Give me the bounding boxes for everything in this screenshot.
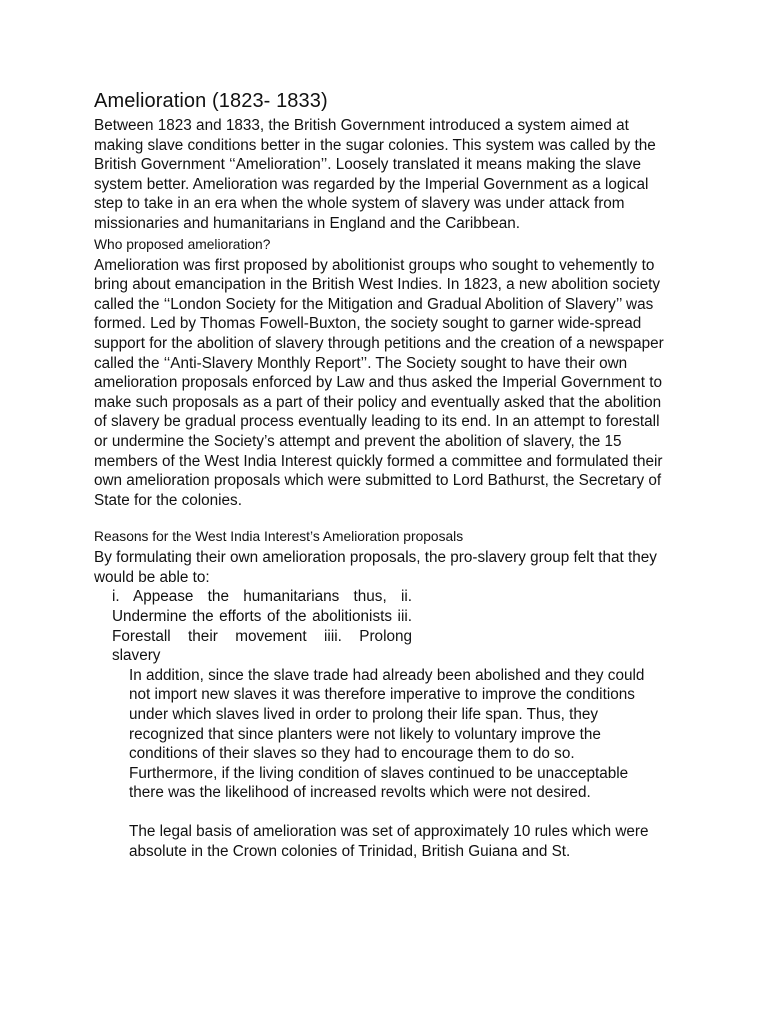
paragraph-who-proposed: Amelioration was first proposed by abolitionist groups who sought to vehemently to bring about emancipation in the British West Indies. In 1823, a new abolition society called the ‘‘London Society for the Mitigation and Gradual Abolition of Slavery’’ was formed. Led by Thomas Fowell-Buxton, the society sought to garner wide-spread support for the abolition of slavery through petitions and the creation of a newspaper called the ‘‘Anti-Slavery Monthly Report’’. The Society sought to have their own amelioration proposals enforced by Law and thus asked the Imperial Government to make such proposals as a part of their policy and eventually asked that the abolition of slavery be gradual process eventually leading to its end. In an attempt to forestall or undermine the Society’s attempt and prevent the abolition of slavery, the 15 members of the West India Interest quickly formed a committee and formulated their own amelioration proposals which were submitted to Lord Bathurst, the Secretary of State for the colonies. bbox=[94, 256, 664, 509]
heading-who-proposed: Who proposed amelioration? bbox=[94, 236, 271, 252]
paragraph-addition: In addition, since the slave trade had already been abolished and they could not import new slaves it was therefore imperative to improve the conditions under which slaves lived in order to prolong their life span. Thus, they recognized that since planters were not likely to voluntary improve the conditions of their slaves so they had to encourage them to do so. Furthermore, if the living condition of slaves continued to be unacceptable there was the likelihood of increased revolts which were not desired. bbox=[129, 666, 645, 802]
paragraph-gap bbox=[94, 803, 668, 822]
reasons-list: i. Appease the humanitarians thus, ii. Undermine the efforts of the abolitionists iii. Forestall their movement iiii. Prolong slavery bbox=[112, 588, 412, 665]
document-title: Amelioration (1823- 1833) bbox=[94, 90, 328, 112]
document-body bbox=[94, 88, 668, 861]
paragraph-intro: Between 1823 and 1833, the British Government introduced a system aimed at making slave conditions better in the sugar colonies. This system was called by the British Government ‘‘Amelioration’’. Loosely translated it means making the slave system better. Amelioration was regarded by the Imperial Government as a logical step to take in an era when the whole system of slavery was under attack from missionaries and humanitarians in England and the Caribbean. bbox=[94, 117, 656, 232]
heading-reasons: Reasons for the West India Interest’s Amelioration proposals bbox=[94, 529, 464, 545]
paragraph-legal-basis: The legal basis of amelioration was set of approximately 10 rules which were absolute in the Crown colonies of Trinidad, British Guiana and St. bbox=[129, 823, 649, 860]
paragraph-reasons: By formulating their own amelioration proposals, the pro-slavery group felt that they would be able to: bbox=[94, 549, 657, 586]
